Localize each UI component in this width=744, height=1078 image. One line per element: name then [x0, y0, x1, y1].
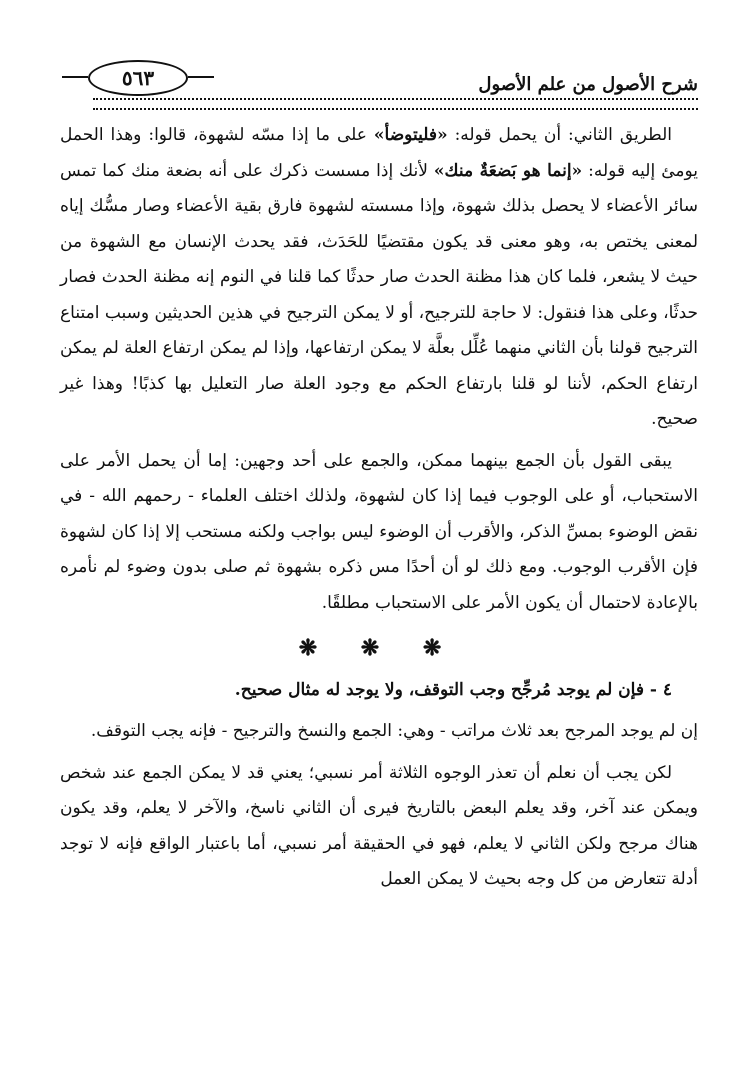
p1-text-b: على ما إذا مسّه لشهوة، قالوا: وهذا الحمل يومئ إليه قوله:: [60, 125, 698, 181]
paragraph-4: لكن يجب أن نعلم أن تعذر الوجوه الثلاثة أمر نسبي؛ يعني قد لا يمكن الجمع عند شخص ويمكن عند آخر، وقد يعلم البعض بالتاريخ فيرى أن الثاني ناسخ، والآخر لا يعلم، وقد يكون هناك مرجح ولكن الثاني لا يعلم، فهو في الحقيقة أمر نسبي، أما باعتبار الواقع فإنه لا توجد أدلة تتعارض من كل وجه بحيث لا يمكن العمل: [60, 762, 698, 889]
p1-quote-1: «فليتوضأ»: [373, 125, 448, 145]
section-separator: ❋ ❋ ❋: [298, 635, 460, 661]
rule-heading: ٤ - فإن لم يوجد مُرجِّح وجب التوقف، ولا يوجد له مثال صحيح.: [234, 679, 672, 700]
page-number-badge: [88, 60, 188, 96]
page-body: [60, 118, 698, 898]
p1-text-c: لأنك إذا مسست ذكرك على أنه بضعة منك كما تمس سائر الأعضاء لا يحصل بذلك شهوة، وإذا مسسته لشهوة فارق بقية الأعضاء وصار مسُّك إياه لمعنى يختص به، وهو معنى قد يكون مقتضيًا للحَدَث، فقد يحدث الإنسان مع الشهوة من حيث لا يشعر، فلما كان هذا مظنة الحدث صار حدثًا كما قلنا في النوم إنه مظنة الحدث فصار حدثًا، وعلى هذا فنقول: لا حاجة للترجيح، أو لا يمكن الترجيح في هذين الحديثين وسبب امتناع الترجيح قولنا بأن الثاني منهما عُلِّل بعلَّة لا يمكن ارتفاعها، وإذا لم يمكن ارتفاع العلة لم يمكن ارتفاع الحكم، لأننا لو قلنا بارتفاع الحكم مع وجود العلة صار التعليل بها كذبًا! وهذا غير صحيح.: [60, 160, 698, 429]
paragraph-1: [60, 118, 698, 438]
page-header: [58, 54, 698, 100]
page-number: ٥٦٣: [121, 66, 155, 90]
p1-quote-2: «إنما هو بَضعَةٌ منك»: [433, 160, 583, 181]
running-title: شرح الأصول من علم الأصول: [478, 74, 698, 95]
paragraph-3: إن لم يوجد المرجح بعد ثلاث مراتب - وهي: الجمع والنسخ والترجيح - فإنه يجب التوقف.: [90, 721, 698, 741]
paragraph-2: يبقى القول بأن الجمع بينهما ممكن، والجمع على أحد وجهين: إما أن يحمل الأمر على الاستحباب، أو على الوجوب فيما إذا كان لشهوة، ولذلك اختلف العلماء - رحمهم الله - في نقض الوضوء بمسِّ الذكر، والأقرب أن الوضوء ليس بواجب ولكنه مستحب إلا إذا كان لشهوة فإن الأقرب الوجوب. ومع ذلك لو أن أحدًا مس ذكره بشهوة ثم صلى بدون وضوء لم نأمره بالإعادة لاحتمال أن يكون الأمر على الاستحباب مطلقًا.: [60, 450, 698, 613]
p1-text-a: الطريق الثاني: أن يحمل قوله:: [447, 125, 672, 145]
header-divider: [93, 98, 698, 110]
